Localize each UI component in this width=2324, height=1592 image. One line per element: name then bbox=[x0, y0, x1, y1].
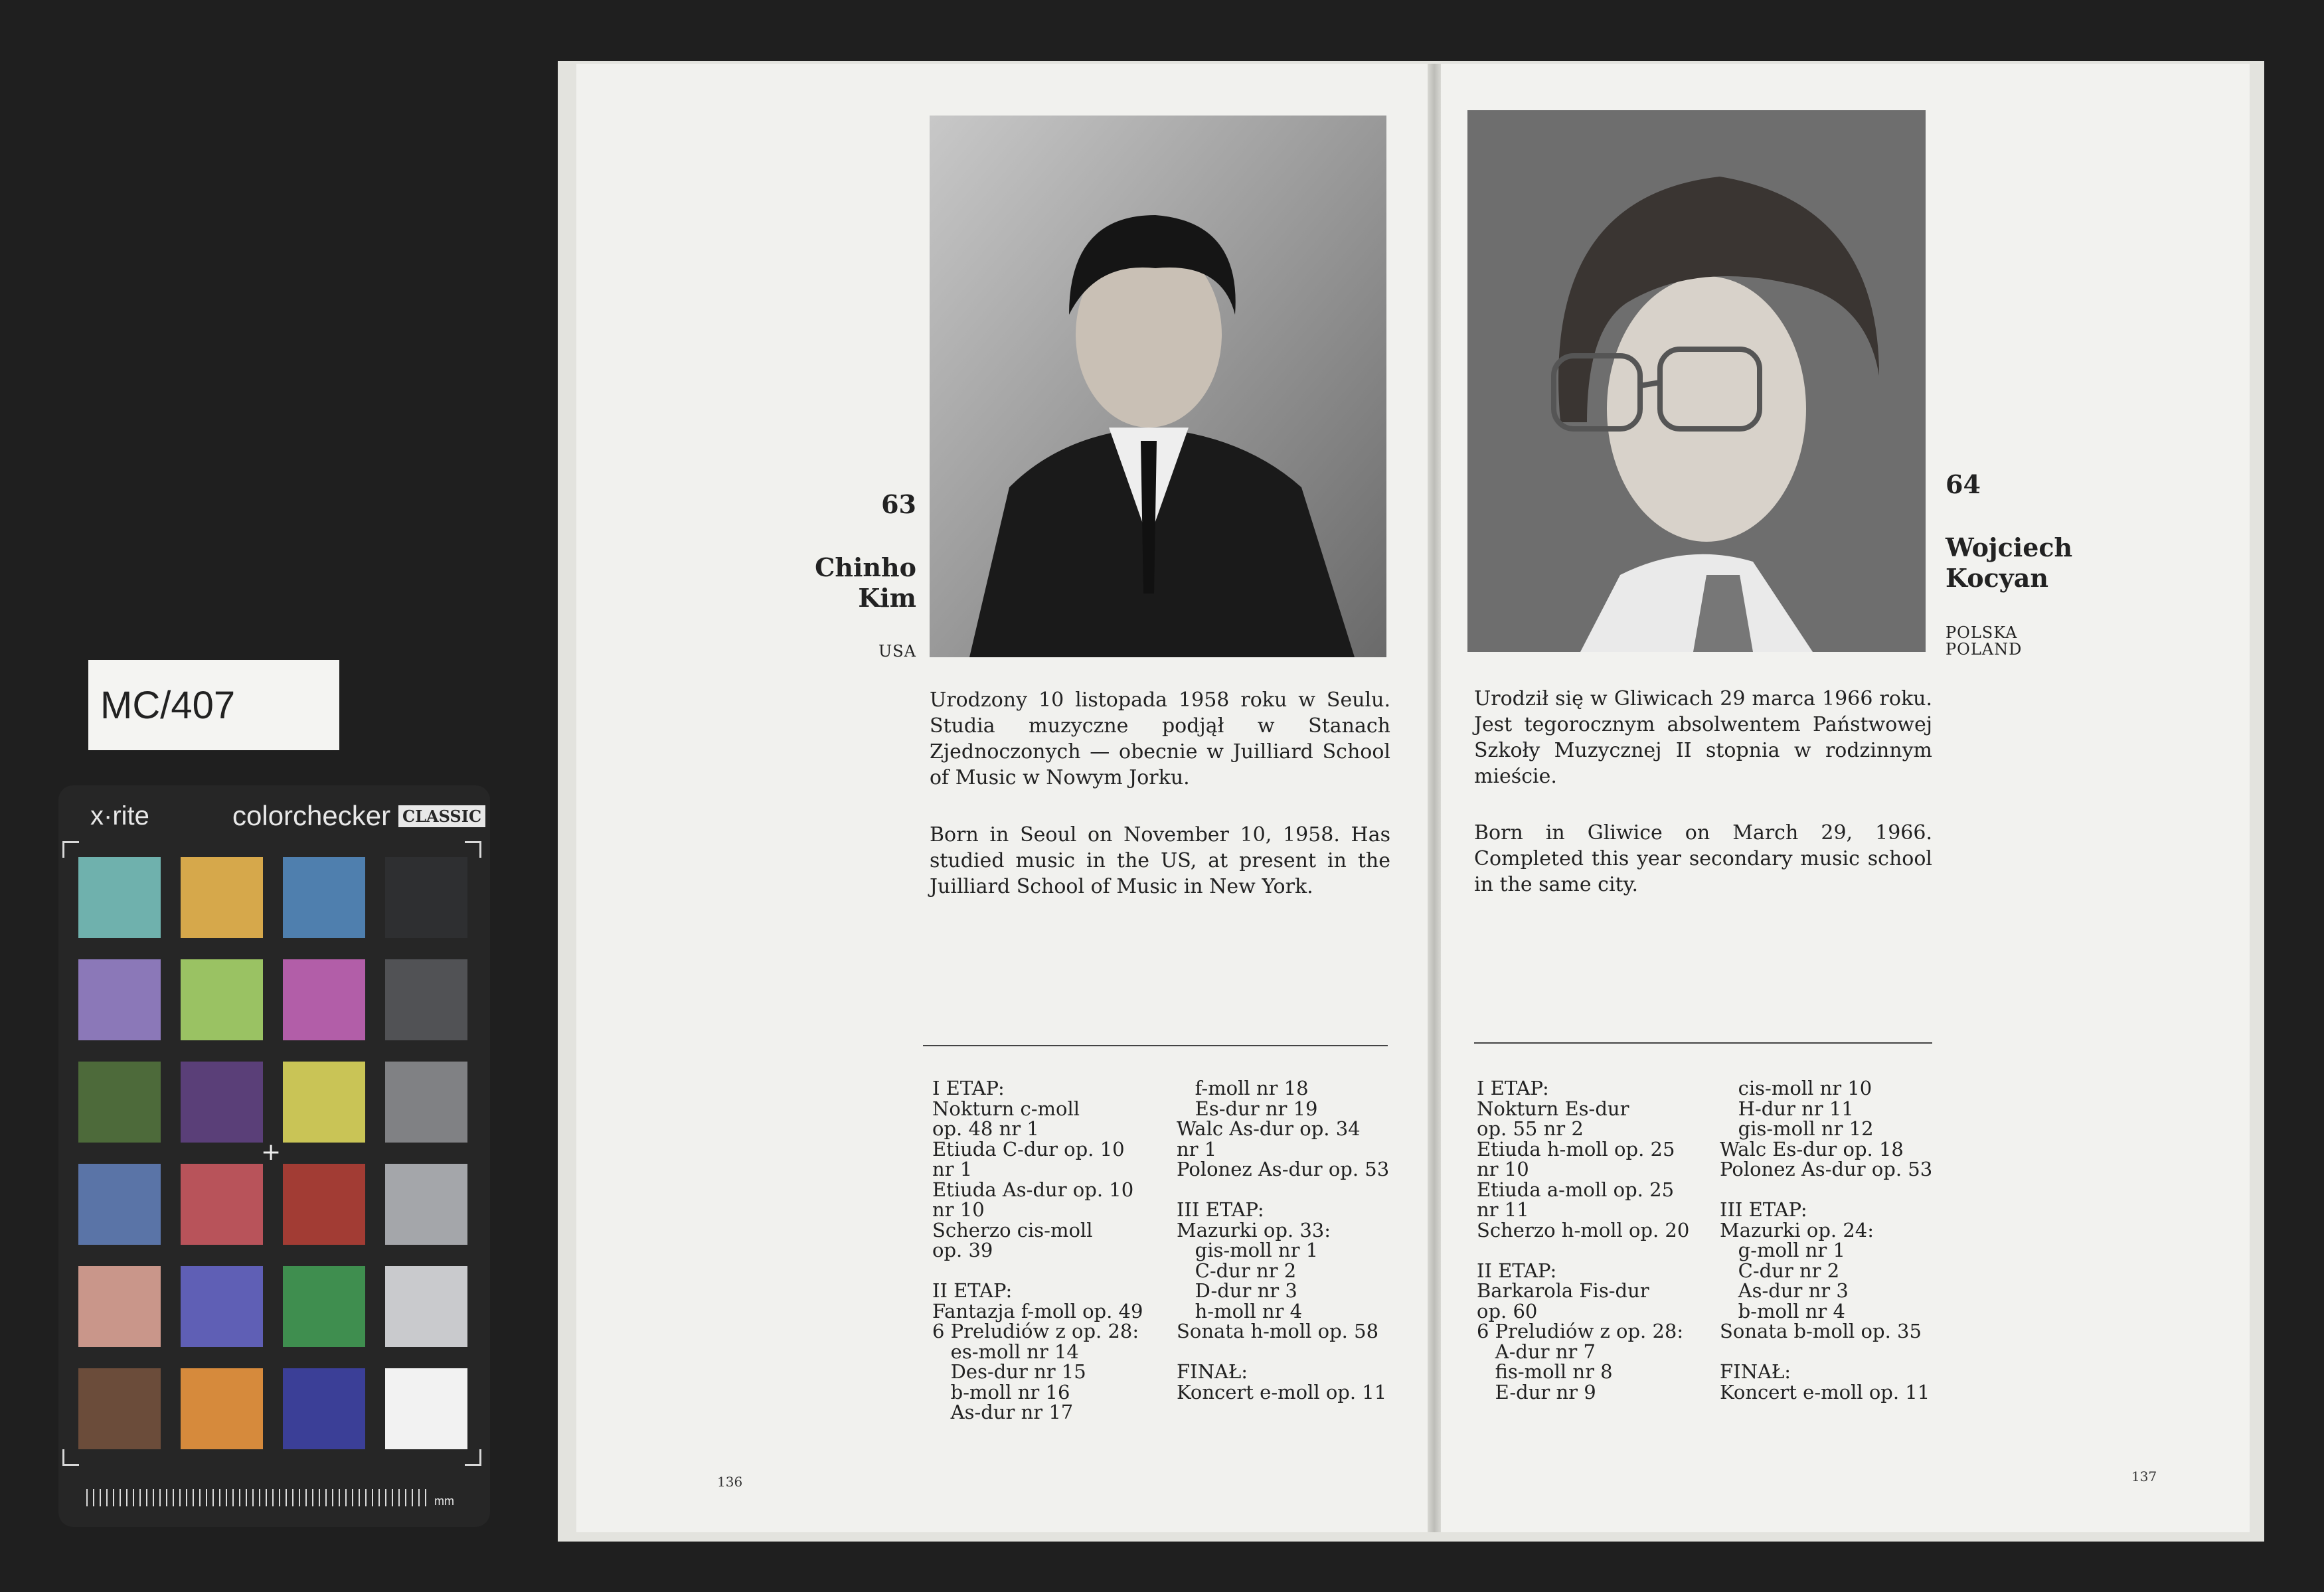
program-line: Sonata h-moll op. 58 bbox=[1177, 1320, 1379, 1342]
program-line: I ETAP: bbox=[1477, 1077, 1549, 1099]
crosshair-icon: + bbox=[261, 1139, 282, 1166]
bio-polish: Urodził się w Gliwicach 29 marca 1966 roku. Jest tegorocznym absolwentem Państwowej Szkoły Muzycznej II stopnia w rodzinnym mieście. bbox=[1474, 687, 1932, 788]
color-swatch bbox=[78, 959, 161, 1040]
color-swatch bbox=[283, 857, 365, 938]
program-line: b-moll nr 4 bbox=[1720, 1299, 1845, 1322]
program-line bbox=[932, 1261, 1185, 1281]
program-line: es-moll nr 14 bbox=[932, 1340, 1079, 1363]
program-line bbox=[1177, 1342, 1402, 1362]
bio-polish: Urodzony 10 listopada 1958 roku w Seulu. Studia muzyczne podjął w Stanach Zjednoczonych — obecnie w Juilliard School of Music w Nowym Jorku. bbox=[930, 688, 1390, 789]
first-name: Chinho bbox=[815, 552, 916, 582]
program-line: Scherzo h-moll op. 20 bbox=[1477, 1218, 1690, 1241]
program-line: Koncert e-moll op. 11 bbox=[1177, 1380, 1387, 1403]
archive-label: MC/407 bbox=[88, 660, 339, 750]
program-line: f-moll nr 18 bbox=[1177, 1077, 1309, 1099]
program-line: op. 48 nr 1 bbox=[932, 1117, 1039, 1140]
first-name: Wojciech bbox=[1946, 532, 2073, 562]
color-swatch bbox=[283, 1368, 365, 1449]
program-line: Mazurki op. 33: bbox=[1177, 1218, 1331, 1241]
program-line: Scherzo cis-moll bbox=[932, 1218, 1093, 1241]
color-swatch bbox=[78, 857, 161, 938]
program-column-2 bbox=[1177, 1078, 1402, 1402]
country: USA bbox=[878, 642, 916, 661]
program-line: III ETAP: bbox=[1177, 1198, 1264, 1221]
color-swatch bbox=[181, 1368, 263, 1449]
program-line: Barkarola Fis-dur bbox=[1477, 1279, 1649, 1302]
program-line: gis-moll nr 12 bbox=[1720, 1117, 1874, 1140]
program-line: E-dur nr 9 bbox=[1477, 1380, 1596, 1403]
program-line: Sonata b-moll op. 35 bbox=[1720, 1320, 1922, 1342]
color-swatch bbox=[181, 1062, 263, 1143]
program-column-1 bbox=[932, 1078, 1185, 1423]
program-line bbox=[1720, 1180, 1946, 1200]
program-line: b-moll nr 16 bbox=[932, 1380, 1070, 1403]
program-line: Walc As-dur op. 34 bbox=[1177, 1117, 1361, 1140]
country-polish: POLSKA bbox=[1946, 623, 2018, 642]
page-number: 136 bbox=[717, 1474, 743, 1490]
program-line: II ETAP: bbox=[1477, 1259, 1557, 1282]
program-line: nr 1 bbox=[932, 1158, 973, 1180]
colorchecker-title: colorchecker bbox=[232, 800, 391, 831]
program-line: Koncert e-moll op. 11 bbox=[1720, 1380, 1930, 1403]
color-swatch bbox=[181, 857, 263, 938]
program-line: h-moll nr 4 bbox=[1177, 1299, 1303, 1322]
last-name: Kim bbox=[858, 583, 916, 613]
program-line: Nokturn Es-dur bbox=[1477, 1097, 1629, 1120]
color-swatch bbox=[385, 959, 467, 1040]
portrait-photo bbox=[1467, 110, 1926, 652]
last-name: Kocyan bbox=[1946, 563, 2049, 593]
program-line bbox=[1177, 1180, 1402, 1200]
program-line: op. 39 bbox=[932, 1239, 993, 1261]
program-line: Etiuda a-moll op. 25 bbox=[1477, 1178, 1675, 1201]
color-swatch bbox=[385, 1062, 467, 1143]
crop-corner-icon bbox=[62, 841, 79, 858]
program-line: C-dur nr 2 bbox=[1720, 1259, 1840, 1282]
divider bbox=[923, 1045, 1388, 1046]
program-line: C-dur nr 2 bbox=[1177, 1259, 1297, 1282]
program-line bbox=[1477, 1240, 1729, 1261]
entry-number: 63 bbox=[881, 489, 916, 519]
page-number: 137 bbox=[2131, 1469, 2157, 1484]
color-swatch bbox=[78, 1062, 161, 1143]
program-line: As-dur nr 17 bbox=[932, 1401, 1074, 1423]
program-line: Etiuda As-dur op. 10 bbox=[932, 1178, 1134, 1201]
program-line: Fantazja f-moll op. 49 bbox=[932, 1299, 1143, 1322]
color-swatch bbox=[385, 857, 467, 938]
program-line: op. 60 bbox=[1477, 1299, 1538, 1322]
book-gutter bbox=[1428, 64, 1441, 1532]
program-line: Nokturn c-moll bbox=[932, 1097, 1080, 1120]
color-swatch bbox=[78, 1164, 161, 1245]
program-line: 6 Preludiów z op. 28: bbox=[1477, 1320, 1684, 1342]
program-line: nr 11 bbox=[1477, 1198, 1529, 1221]
program-line bbox=[1720, 1342, 1946, 1362]
ruler-unit: mm bbox=[434, 1494, 454, 1508]
color-checker-card bbox=[58, 785, 490, 1527]
program-line: Polonez As-dur op. 53 bbox=[1720, 1158, 1933, 1180]
program-line: nr 1 bbox=[1177, 1137, 1217, 1160]
program-line: gis-moll nr 1 bbox=[1177, 1239, 1319, 1261]
bio-english: Born in Gliwice on March 29, 1966. Completed this year secondary music school in the same city. bbox=[1474, 821, 1932, 896]
program-line: op. 55 nr 2 bbox=[1477, 1117, 1584, 1140]
color-swatch bbox=[78, 1368, 161, 1449]
entry-number: 64 bbox=[1946, 469, 1981, 499]
program-line: 6 Preludiów z op. 28: bbox=[932, 1320, 1139, 1342]
program-line: FINAŁ: bbox=[1177, 1360, 1248, 1383]
xrite-logo: x·rite bbox=[90, 801, 149, 831]
bio-english: Born in Seoul on November 10, 1958. Has studied music in the US, at present in the Juilliard School of Music in New York. bbox=[930, 823, 1390, 898]
program-line: H-dur nr 11 bbox=[1720, 1097, 1854, 1120]
crop-corner-icon bbox=[62, 1449, 79, 1466]
color-swatch bbox=[283, 1266, 365, 1347]
program-line: Etiuda h-moll op. 25 bbox=[1477, 1137, 1675, 1160]
ruler bbox=[86, 1489, 432, 1506]
colorchecker-edition: CLASSIC bbox=[398, 805, 485, 827]
program-line: Es-dur nr 19 bbox=[1177, 1097, 1318, 1120]
program-line: Polonez As-dur op. 53 bbox=[1177, 1158, 1390, 1180]
color-swatch bbox=[283, 1062, 365, 1143]
program-line: Etiuda C-dur op. 10 bbox=[932, 1137, 1125, 1160]
color-swatch bbox=[283, 959, 365, 1040]
color-swatch bbox=[385, 1266, 467, 1347]
program-line: As-dur nr 3 bbox=[1720, 1279, 1849, 1302]
crop-corner-icon bbox=[465, 841, 481, 858]
program-line: III ETAP: bbox=[1720, 1198, 1807, 1221]
program-line: Mazurki op. 24: bbox=[1720, 1218, 1874, 1241]
color-swatch bbox=[181, 1266, 263, 1347]
program-line: nr 10 bbox=[1477, 1158, 1529, 1180]
portrait-photo bbox=[930, 116, 1386, 657]
program-line: FINAŁ: bbox=[1720, 1360, 1791, 1383]
color-swatch bbox=[181, 959, 263, 1040]
program-line: nr 10 bbox=[932, 1198, 985, 1221]
program-line: A-dur nr 7 bbox=[1477, 1340, 1596, 1363]
program-line: I ETAP: bbox=[932, 1077, 1005, 1099]
color-swatch bbox=[385, 1164, 467, 1245]
program-line: Walc Es-dur op. 18 bbox=[1720, 1137, 1904, 1160]
color-swatch bbox=[181, 1164, 263, 1245]
program-line: II ETAP: bbox=[932, 1279, 1013, 1302]
program-line: D-dur nr 3 bbox=[1177, 1279, 1297, 1302]
divider bbox=[1474, 1042, 1932, 1044]
program-line: Des-dur nr 15 bbox=[932, 1360, 1086, 1383]
color-swatch bbox=[385, 1368, 467, 1449]
program-line: g-moll nr 1 bbox=[1720, 1239, 1845, 1261]
country-english: POLAND bbox=[1946, 640, 2023, 659]
color-swatch bbox=[78, 1266, 161, 1347]
program-line: fis-moll nr 8 bbox=[1477, 1360, 1613, 1383]
program-line: cis-moll nr 10 bbox=[1720, 1077, 1872, 1099]
program-column-2 bbox=[1720, 1078, 1946, 1402]
program-column-1 bbox=[1477, 1078, 1729, 1402]
color-swatch bbox=[283, 1164, 365, 1245]
crop-corner-icon bbox=[465, 1449, 481, 1466]
